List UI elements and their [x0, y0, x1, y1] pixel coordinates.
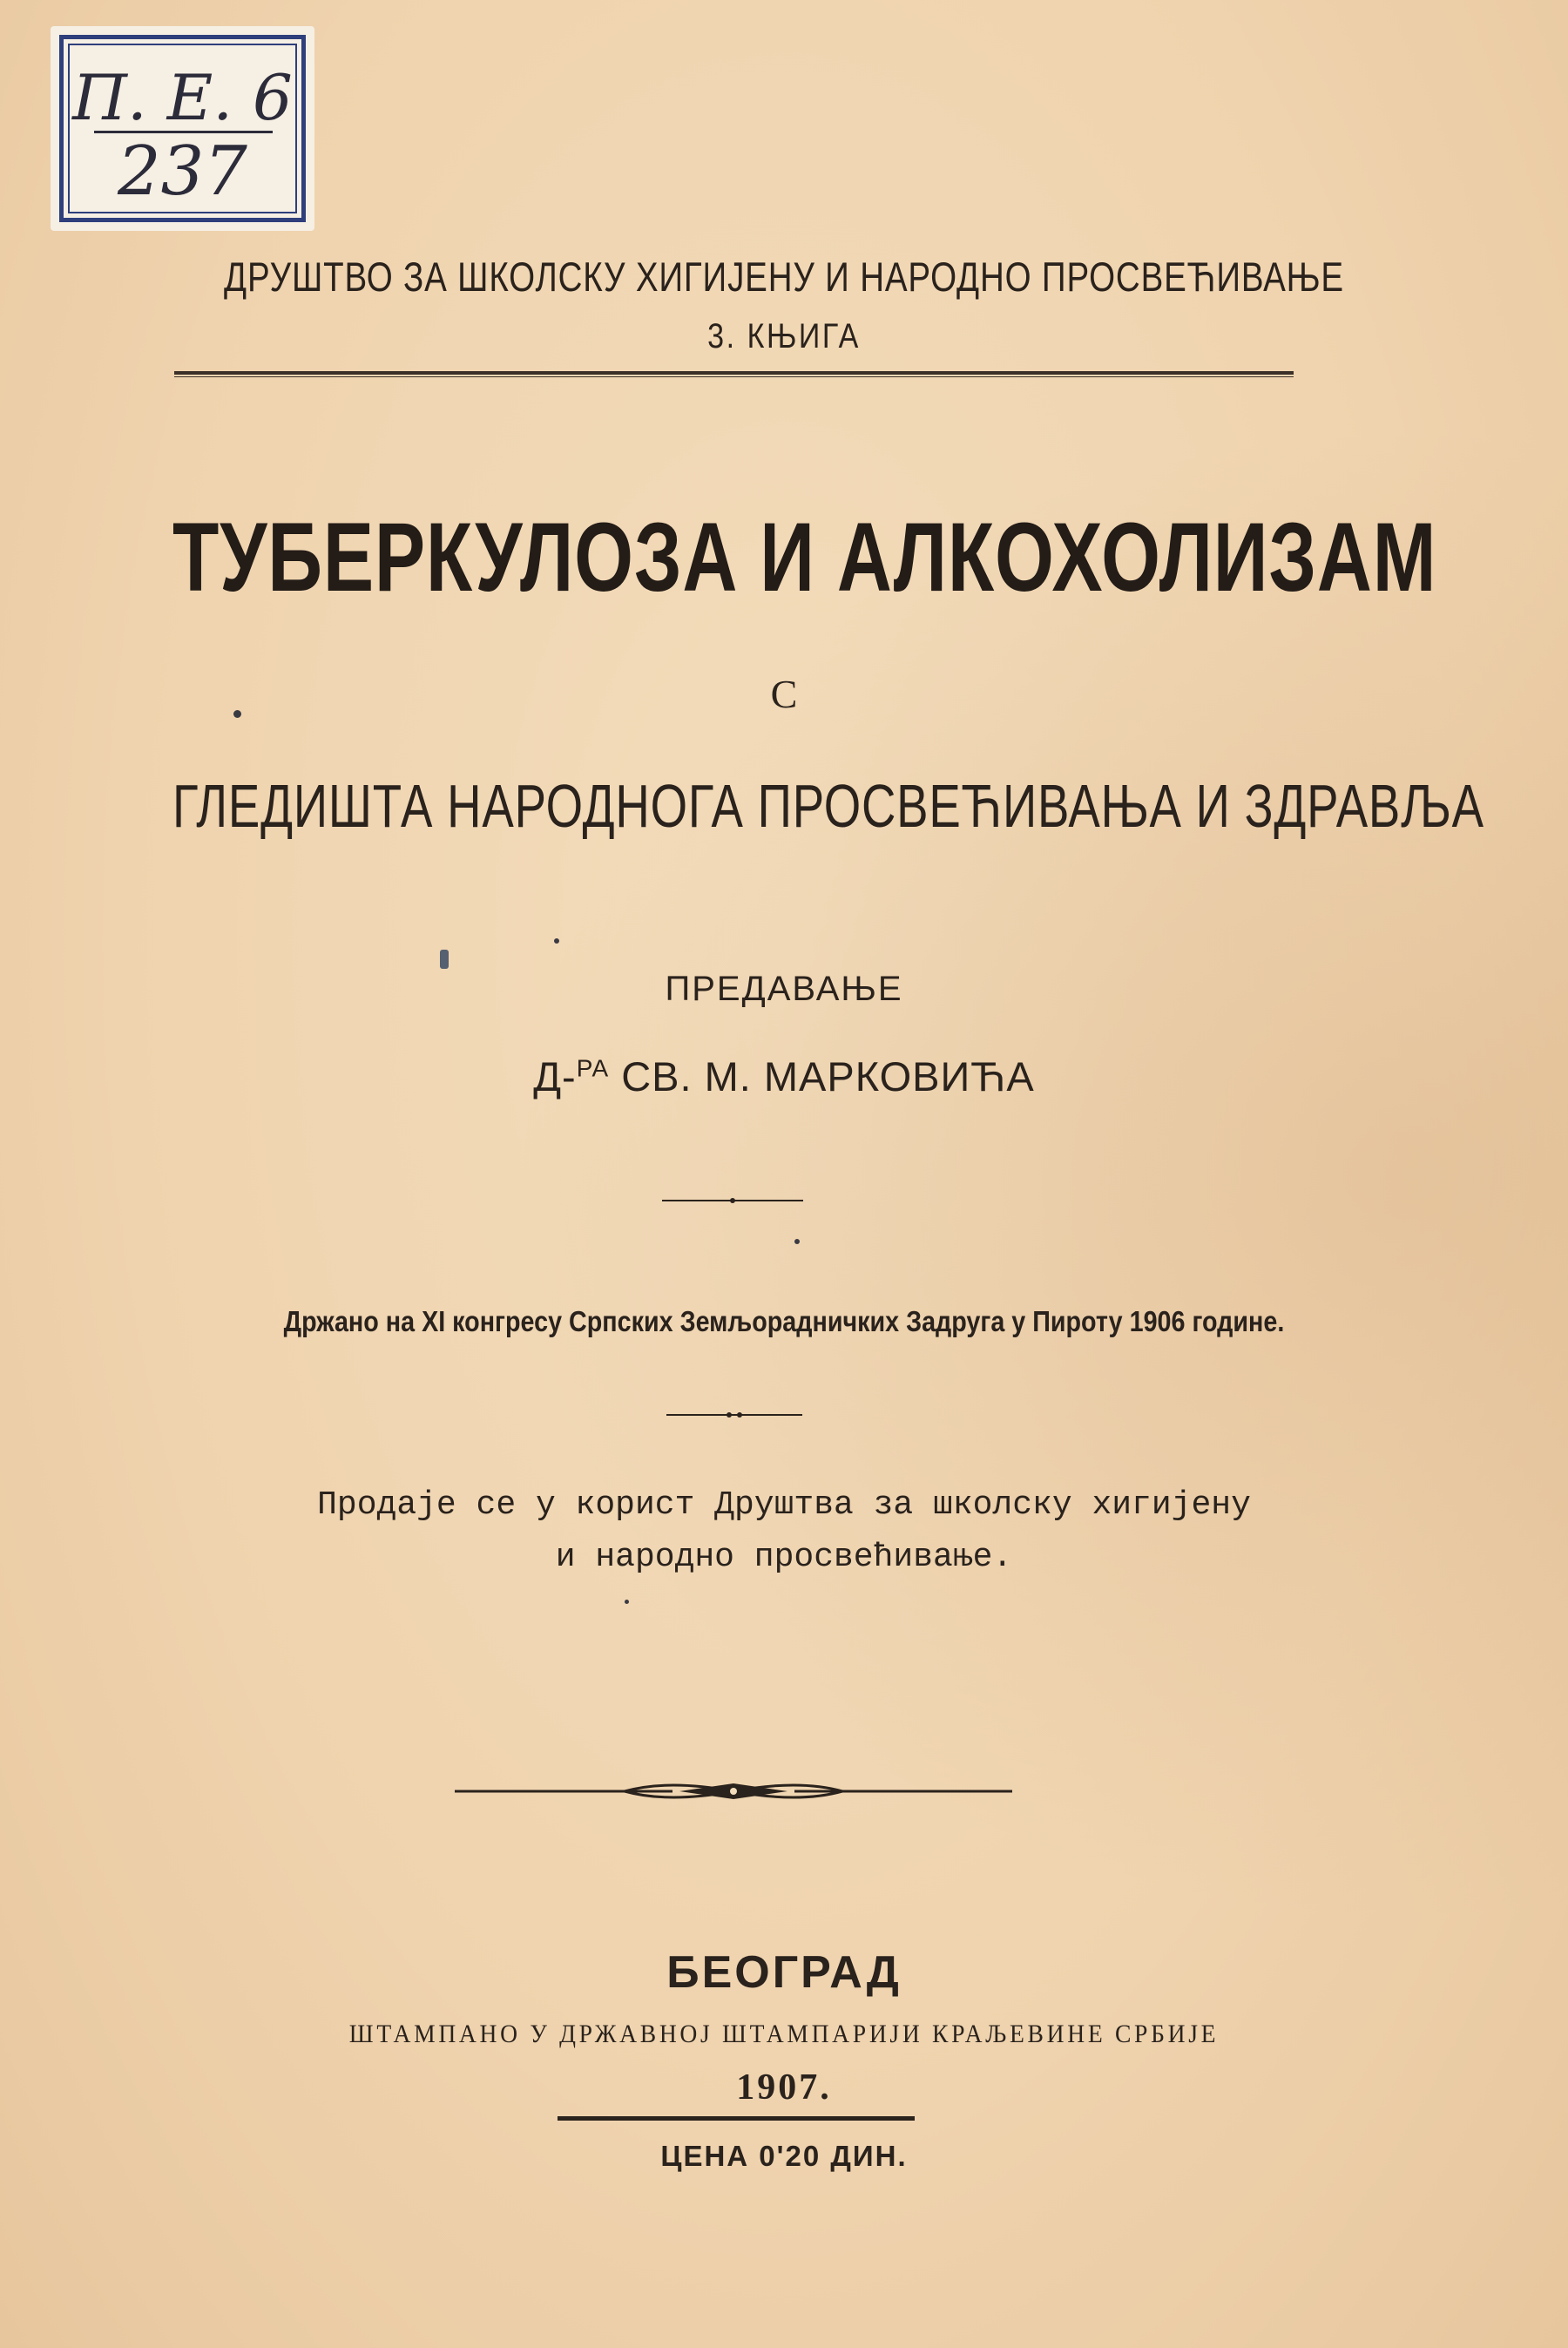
- sale-note-line-1: Продаје се у корист Друштва за школску хигијену: [317, 1486, 1251, 1524]
- main-title: ТУБЕРКУЛОЗА И АЛКОХОЛИЗАМ: [172, 503, 1437, 612]
- lecture-label: ПРЕДАВАЊЕ: [665, 970, 903, 1008]
- author-prefix: Д-: [533, 1053, 577, 1100]
- paper-speck: [233, 710, 241, 718]
- ornament-divider-2: [666, 1410, 802, 1420]
- sale-note-line-2: и народно просвећивање.: [555, 1539, 1013, 1576]
- shelfmark-line-1: П. Е. 6: [72, 61, 293, 134]
- author-line: [0, 1052, 1568, 1100]
- shelfmark-line-2: 237: [118, 132, 247, 211]
- title-conjunction: С: [770, 672, 798, 716]
- paper-speck: [440, 950, 449, 969]
- paper-speck: [794, 1239, 800, 1244]
- paper-speck: [625, 1600, 629, 1604]
- imprint-year: 1907.: [736, 2067, 832, 2108]
- header-rule-thin: [174, 376, 1294, 377]
- price: ЦЕНА 0'20 ДИН.: [660, 2140, 908, 2172]
- book-number: 3. КЊИГА: [707, 317, 861, 355]
- ornament-divider-1: [662, 1195, 803, 1206]
- author-prefix-superscript: РА: [576, 1054, 610, 1082]
- library-stamp: [51, 26, 314, 231]
- imprint-rule: [558, 2116, 915, 2121]
- header-rule: [174, 371, 1294, 375]
- imprint-printer: ШТАМПАНО У ДРЖАВНОЈ ШТАМПАРИЈИ КРАЉЕВИНЕ СРБИЈЕ: [348, 2020, 1220, 2048]
- congress-note: Држано на XI конгресу Српских Земљорадничких Задруга у Пироту 1906 године.: [283, 1305, 1285, 1337]
- ornament-divider-3: [455, 1776, 1012, 1807]
- subtitle: ГЛЕДИШТА НАРОДНОГА ПРОСВЕЋИВАЊА И ЗДРАВЉА: [172, 772, 1484, 840]
- author-name: СВ. М. МАРКОВИЋА: [609, 1053, 1035, 1100]
- imprint-city: БЕОГРАД: [666, 1947, 902, 1998]
- society-name: ДРУШТВО ЗА ШКОЛСКУ ХИГИЈЕНУ И НАРОДНО ПРОСВЕЋИВАЊЕ: [224, 254, 1344, 300]
- paper-speck: [554, 938, 559, 944]
